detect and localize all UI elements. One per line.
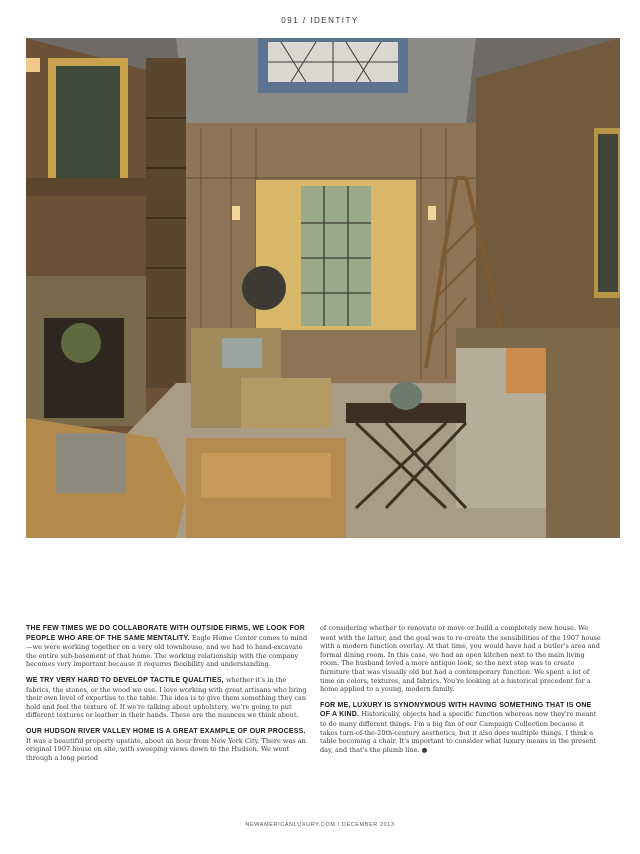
library-room-illustration — [26, 38, 620, 538]
paragraph-text: Historically, objects had a specific function whereas now they're meant to do many different things. I'm a big fan of our Campaign Collection because it takes turn-of-the-20th-century aesthetics, but it also does multiple things. I think a table becoming a chair. It's important to consider what luxury means in the present day, and that's the plumb line. ● — [320, 710, 597, 754]
paragraph-lead: FOR ME, LUXURY IS SYNONYMOUS WITH HAVING SOMETHING THAT IS ONE OF A KIND. — [320, 701, 592, 719]
paragraph — [320, 701, 602, 755]
page-header: 091 / IDENTITY — [281, 16, 359, 25]
article-column-left — [26, 624, 308, 769]
article-column-right — [320, 624, 602, 761]
page-footer: NEWAMERICANLUXURY.COM / DECEMBER 2013 — [245, 822, 395, 828]
interior-photo — [26, 38, 620, 571]
paragraph — [26, 676, 308, 720]
paragraph-text: of considering whether to renovate or move or build a completely new house. We went with the latter, and the goal was to re-create the sensibilities of the 1907 house with a modern function overlay. At that time, you would have had a butler's area and formal dining room. In this case, we had an open kitchen next to the main living room. The husband loved a more antique look, so the next step was to create furniture that was visually old but had a contemporary function. We spent a lot of time on colors, textures, and fabrics. You're looking at a historical precedent for a home applied to a young, modern family. — [320, 624, 601, 694]
paragraph — [26, 727, 308, 762]
paragraph-text: whether it's in the fabrics, the stones, or the wood we use. I love working with great artisans who bring their own level of expertise to the table. The idea is to give them something they can hold and feel the texture of. If we're talking about upholstery, we're going to put different textures or leather in their hands. These are the nuances we think about. — [26, 675, 307, 720]
paragraph-lead: WE TRY VERY HARD TO DEVELOP TACTILE QUALITIES, — [26, 676, 226, 684]
paragraph — [26, 624, 308, 669]
photo-number: 02 — [56, 565, 62, 571]
paragraph-text: It was a beautiful property upstate, about an hour from New York City. There was an original 1907 house on site, with sweeping views down to the Hudson. We went through a long period — [26, 736, 306, 762]
paragraph-lead: OUR HUDSON RIVER VALLEY HOME IS A GREAT EXAMPLE OF OUR PROCESS. — [26, 727, 306, 735]
paragraph-lead: THE FEW TIMES WE DO COLLABORATE WITH OUTSIDE FIRMS, WE LOOK FOR PEOPLE WHO ARE OF THE SAME MENTALITY. — [26, 625, 305, 642]
paragraph — [320, 624, 602, 694]
paragraph-text: Eagle Home Center comes to mind—we were working together on a very old townhouse, and we had to hand-excavate the entire sub-basement of that home. The working relationship with the company becomes very important because it requires flexibility and understanding. — [26, 633, 308, 669]
